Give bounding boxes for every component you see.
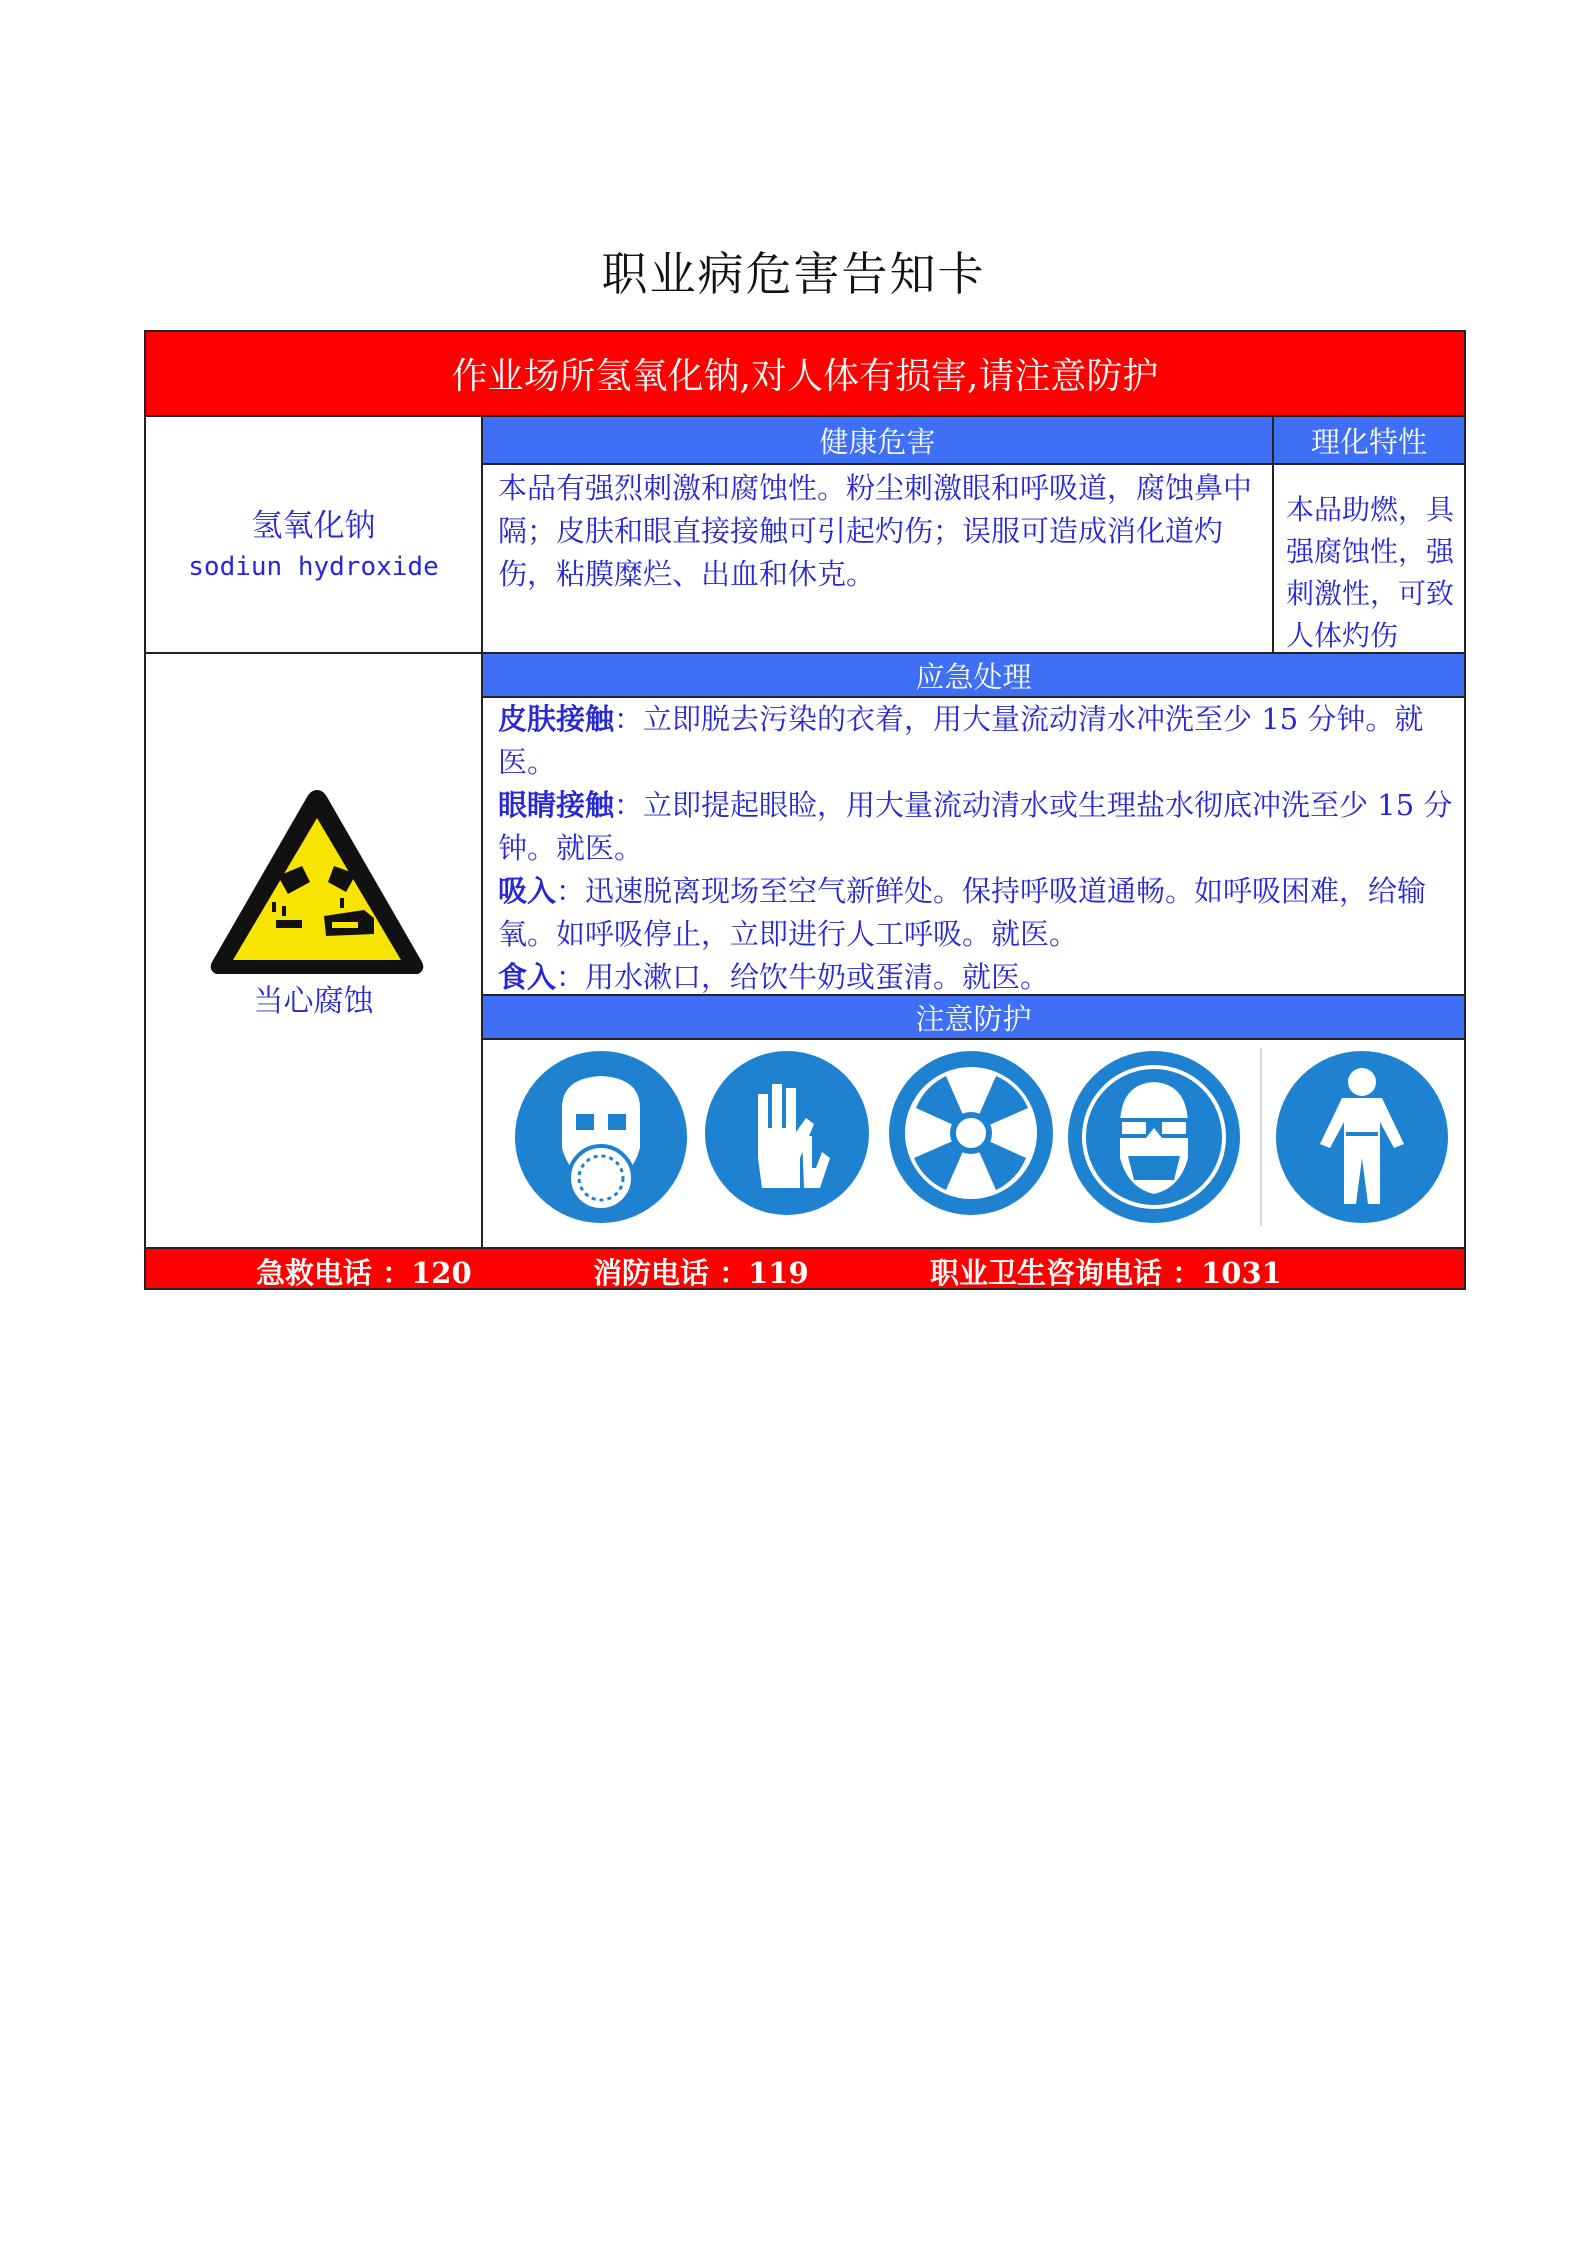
emergency-heading: 应急处理 — [483, 654, 1464, 696]
page-title: 职业病危害告知卡 — [601, 247, 986, 301]
hazard-notice-card — [144, 330, 1466, 1290]
substance-cell — [146, 417, 481, 652]
emergency-list — [498, 698, 1456, 999]
physchem-text: 本品助燃，具强腐蚀性，强刺激性，可致人体灼伤 — [1286, 493, 1455, 652]
substance-name-en: sodiun hydroxide — [188, 552, 439, 582]
column-divider — [481, 417, 483, 1247]
ventilation-icon — [886, 1048, 1056, 1218]
substance-name-cn: 氢氧化钠 — [251, 508, 376, 544]
ppe-icons — [512, 1048, 1452, 1243]
fire-phone: 消防电话 ：119 — [593, 1256, 809, 1290]
corrosion-warning-icon — [206, 784, 428, 979]
warning-sign-label: 当心腐蚀 — [253, 984, 374, 1019]
footer-bar — [146, 1247, 1464, 1288]
physchem-heading: 理化特性 — [1274, 417, 1464, 463]
protection-heading: 注意防护 — [483, 996, 1464, 1038]
emergency-item-eye: 眼睛接触：立即提起眼睑，用大量流动清水或生理盐水彻底冲洗至少 15 分钟。就医。 — [498, 788, 1453, 865]
health-hazard-heading: 健康危害 — [483, 417, 1272, 463]
health-hazard-text: 本品有强烈刺激和腐蚀性。粉尘刺激眼和呼吸道，腐蚀鼻中隔；皮肤和眼直接接触可引起灼伤；误服可造成消化道灼伤，粘膜糜烂、出血和休克。 — [498, 471, 1253, 591]
first-aid-phone: 急救电话 ：120 — [256, 1256, 472, 1290]
icon-separator — [1260, 1048, 1262, 1226]
gas-mask-icon — [512, 1048, 690, 1226]
goggles-mask-icon — [1064, 1048, 1244, 1226]
occupational-health-phone: 职业卫生咨询电话 ：1031 — [930, 1256, 1282, 1290]
emergency-item-inhalation: 吸入：迅速脱离现场至空气新鲜处。保持呼吸道通畅。如呼吸困难，给输氧。如呼吸停止，立即进行人工呼吸。就医。 — [498, 874, 1427, 951]
protection-underline — [483, 1038, 1464, 1040]
warning-sign — [206, 784, 428, 979]
protective-gloves-icon — [702, 1048, 872, 1218]
emergency-item-ingestion: 食入：用水漱口，给饮牛奶或蛋清。就医。 — [498, 960, 1050, 994]
protective-suit-icon — [1272, 1048, 1452, 1226]
warning-header: 作业场所氢氧化钠,对人体有损害,请注意防护 — [146, 332, 1464, 417]
emergency-item-skin: 皮肤接触：立即脱去污染的衣着，用大量流动清水冲洗至少 15 分钟。就医。 — [498, 702, 1424, 779]
